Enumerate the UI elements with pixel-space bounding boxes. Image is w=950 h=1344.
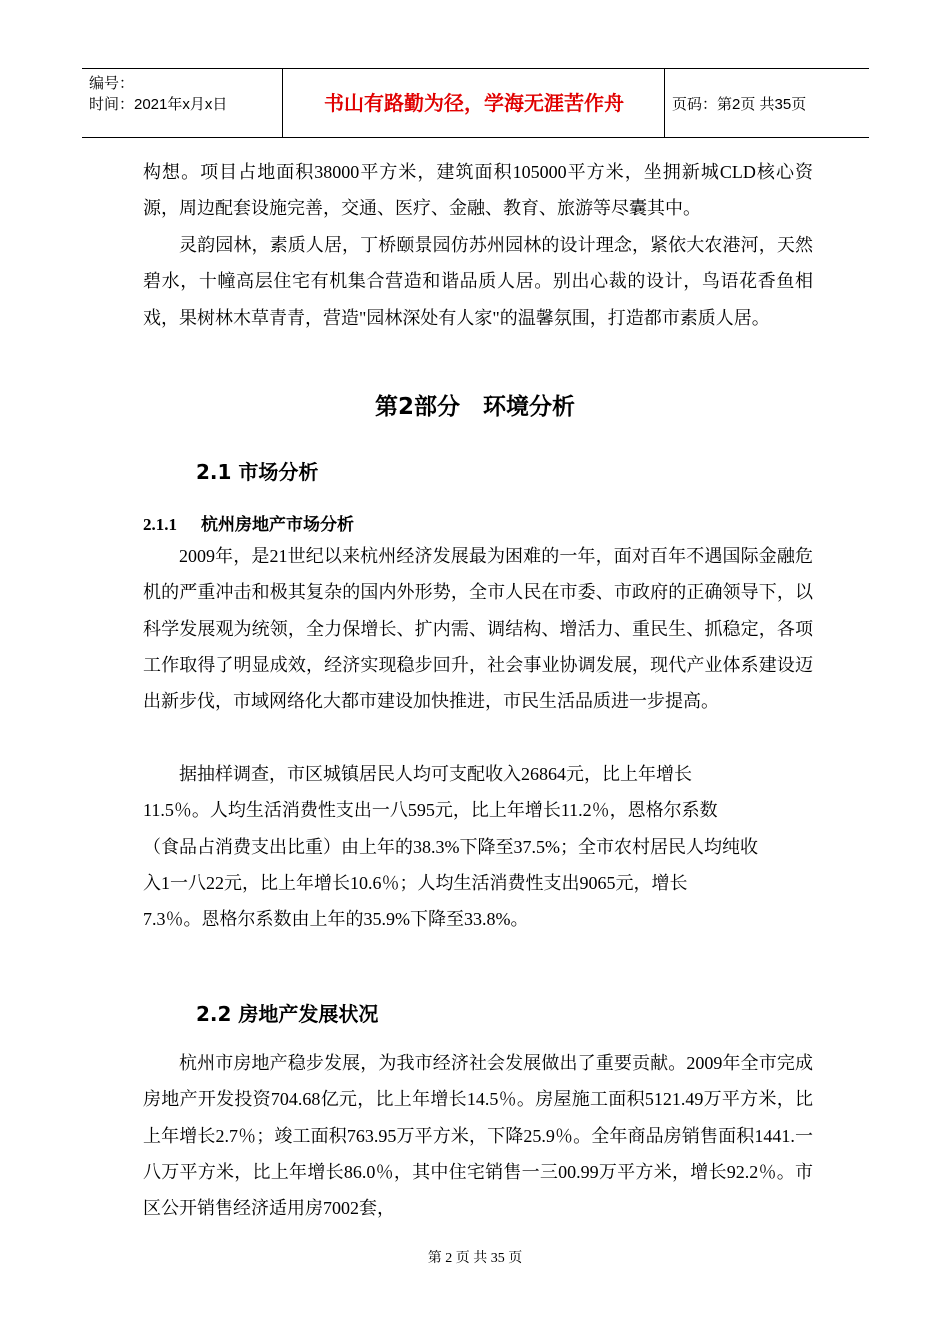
document-time: 时间：2021年x月x日 bbox=[89, 96, 228, 113]
text-line: 据抽样调查，市区城镇居民人均可支配收入26864元，比上年增长 bbox=[179, 764, 692, 784]
intro-paragraph-1: 构想。项目占地面积38000平方米，建筑面积105000平方米，坐拥新城CLD核心资源，周边配套设施完善，交通、医疗、金融、教育、旅游等尽囊其中。 bbox=[143, 162, 813, 219]
realestate-paragraph-1: 杭州市房地产稳步发展，为我市经济社会发展做出了重要贡献。2009年全市完成房地产开发投资704.68亿元，比上年增长14.5％。房屋施工面积5121.49万平方米，比上年增长2.7％；竣工面积763.95万平方米，下降25.9％。全年商品房销售面积1441.一八万平方米，比上年增长86.0％，其中住宅销售一三00.99万平方米，增长92.2％。市区公开销售经济适用房7002套， bbox=[143, 1053, 813, 1219]
text-line: 7.3％。恩格尔系数由上年的35.9%下降至33.8%。 bbox=[143, 909, 529, 930]
page-header bbox=[82, 68, 869, 138]
section-2-2-title: 2.2 房地产发展状况 bbox=[196, 1002, 379, 1026]
page-footer: 第 2 页 共 35 页 bbox=[427, 1251, 523, 1266]
header-meta bbox=[89, 73, 227, 115]
subsection-number: 2.1.1 bbox=[143, 515, 177, 534]
header-motto: 书山有路勤为径，学海无涯苦作舟 bbox=[324, 91, 624, 115]
section-2-1-title: 2.1 市场分析 bbox=[196, 460, 319, 484]
text-line: 11.5％。人均生活消费性支出一八595元，比上年增长11.2％，恩格尔系数 bbox=[143, 800, 718, 821]
header-page-info: 页码：第2页 共35页 bbox=[672, 96, 807, 113]
text-line: 入1一八22元，比上年增长10.6％；人均生活消费性支出9065元，增长 bbox=[143, 872, 688, 893]
intro-paragraph-2: 灵韵园林，素质人居，丁桥颐景园仿苏州园林的设计理念，紧依大农港河，天然碧水，十幢高层住宅有机集合营造和谐品质人居。别出心裁的设计，鸟语花香鱼相戏，果树林木草青青，营造"园林深处有人家"的温馨氛围，打造都市素质人居。 bbox=[143, 235, 813, 328]
market-paragraph-2 bbox=[143, 756, 813, 937]
header-divider bbox=[282, 69, 283, 137]
market-paragraph-1: 2009年，是21世纪以来杭州经济发展最为困难的一年，面对百年不遇国际金融危机的严重冲击和极其复杂的国内外形势，全市人民在市委、市政府的正确领导下，以科学发展观为统领，全力保增长、扩内需、调结构、增活力、重民生、抓稳定，各项工作取得了明显成效，经济实现稳步回升，社会事业协调发展，现代产业体系建设迈出新步伐，市域网络化大都市建设加快推进，市民生活品质进一步提高。 bbox=[143, 546, 813, 712]
document-code: 编号： bbox=[89, 75, 135, 92]
text-line: （食品占消费支出比重）由上年的38.3%下降至37.5%；全市农村居民人均纯收 bbox=[143, 836, 758, 857]
subsection-label: 杭州房地产市场分析 bbox=[201, 515, 354, 534]
subsection-2-1-1-title bbox=[143, 510, 354, 535]
part-title: 第2部分 环境分析 bbox=[374, 394, 575, 420]
